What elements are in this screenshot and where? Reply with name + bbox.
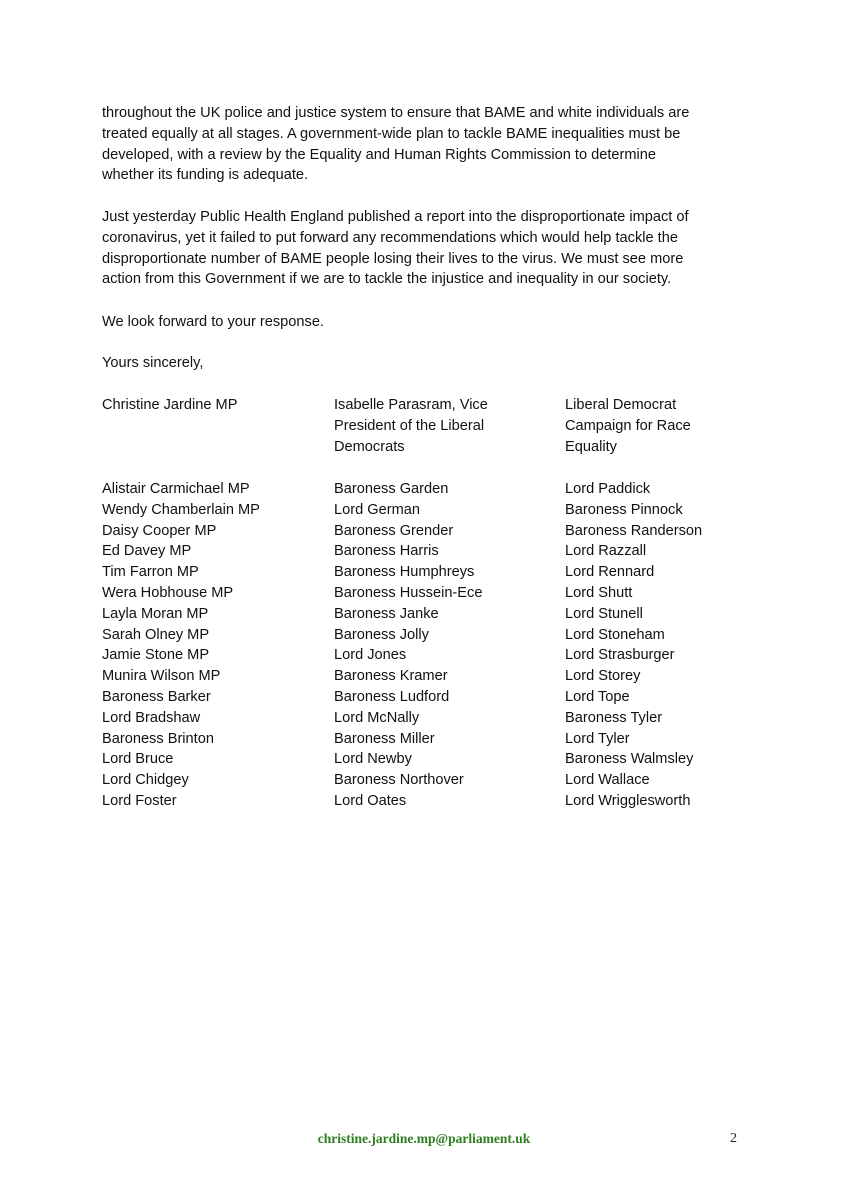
signatory-name: Baroness Tyler bbox=[565, 709, 663, 726]
signatory-name: Baroness Grender bbox=[334, 522, 454, 539]
signatory-name: Munira Wilson MP bbox=[102, 668, 221, 685]
signatory-name: Tim Farron MP bbox=[102, 564, 199, 581]
closing-salutation bbox=[102, 353, 752, 374]
signatory-name: Baroness Barker bbox=[102, 688, 211, 705]
signatory-name: Lord Shutt bbox=[565, 584, 633, 601]
signatory-line: President of the Liberal bbox=[334, 417, 485, 434]
signatory-name: Lord Bradshaw bbox=[102, 709, 201, 726]
paragraph-line: whether its funding is adequate. bbox=[102, 167, 309, 184]
paragraph-line: We look forward to your response. bbox=[102, 314, 324, 330]
signatory-name: Baroness Miller bbox=[334, 730, 435, 747]
signatory-name: Lord Razzall bbox=[565, 543, 647, 560]
paragraph-line: throughout the UK police and justice system to ensure that BAME and white individuals are bbox=[102, 105, 690, 121]
signatory-name: Lord Stoneham bbox=[565, 626, 665, 643]
signatory-name: Baroness Harris bbox=[334, 543, 439, 560]
lead-signatory-right bbox=[565, 395, 780, 457]
signatory-name: Alistair Carmichael MP bbox=[102, 481, 250, 497]
lead-signatory-left bbox=[102, 395, 317, 416]
signatory-name: Lord Oates bbox=[334, 792, 407, 809]
signatory-name: Baroness Garden bbox=[334, 481, 449, 497]
signatory-line: Isabelle Parasram, Vice bbox=[334, 397, 488, 413]
signatory-name: Baroness Northover bbox=[334, 772, 464, 789]
signatory-line: Equality bbox=[565, 438, 617, 455]
signatory-name: Jamie Stone MP bbox=[102, 647, 210, 664]
paragraph-justice-system bbox=[102, 103, 752, 186]
signatory-name: Baroness Kramer bbox=[334, 668, 448, 685]
paragraph-line: Just yesterday Public Health England published a report into the disproportionate impact of bbox=[102, 209, 689, 225]
signatory-name: Lord Wallace bbox=[565, 772, 650, 789]
signatory-name: Baroness Randerson bbox=[565, 522, 703, 539]
signatory-name: Wera Hobhouse MP bbox=[102, 584, 234, 601]
page-number: 2 bbox=[730, 1131, 737, 1146]
signatory-line: Democrats bbox=[334, 438, 405, 455]
signatory-name: Lord Strasburger bbox=[565, 647, 675, 664]
signatory-name: Lord Tope bbox=[565, 688, 630, 705]
footer-email[interactable]: christine.jardine.mp@parliament.uk bbox=[317, 1131, 531, 1146]
signatories-list-right bbox=[565, 479, 702, 812]
signatory-name: Baroness Humphreys bbox=[334, 564, 475, 581]
signatory-name: Sarah Olney MP bbox=[102, 626, 210, 643]
signatory-name: Lord German bbox=[334, 501, 420, 518]
signatory-name: Layla Moran MP bbox=[102, 605, 209, 622]
signatory-name: Daisy Cooper MP bbox=[102, 522, 217, 539]
signatory-name: Lord McNally bbox=[334, 709, 420, 726]
signatory-name: Lord Foster bbox=[102, 792, 177, 809]
signatory-name: Ed Davey MP bbox=[102, 543, 192, 560]
signatory-name: Baroness Pinnock bbox=[565, 501, 683, 518]
signatory-name: Baroness Brinton bbox=[102, 730, 214, 747]
signatory-name: Lord Wrigglesworth bbox=[565, 792, 691, 809]
signatories-list-middle bbox=[334, 479, 482, 812]
signatory-name: Wendy Chamberlain MP bbox=[102, 501, 260, 518]
signatory-name: Baroness Jolly bbox=[334, 626, 429, 643]
paragraph-look-forward bbox=[102, 312, 752, 333]
signatory-name: Lord Rennard bbox=[565, 564, 655, 581]
signatory-name: Lord Storey bbox=[565, 668, 641, 685]
paragraph-line: disproportionate number of BAME people losing their lives to the virus. We must see more bbox=[102, 250, 684, 267]
signatory-name: Baroness Ludford bbox=[334, 688, 450, 705]
signatory-name: Lord Jones bbox=[334, 647, 407, 664]
signatory-name: Lord Newby bbox=[334, 751, 412, 768]
signatory-name: Baroness Walmsley bbox=[565, 751, 694, 768]
paragraph-line: treated equally at all stages. A government-wide plan to tackle BAME inequalities must be bbox=[102, 125, 681, 142]
paragraph-phe-report bbox=[102, 207, 752, 290]
closing-line: Yours sincerely, bbox=[102, 355, 204, 371]
signatories-list-left bbox=[102, 479, 260, 812]
signatory-name: Baroness Hussein-Ece bbox=[334, 584, 483, 601]
paragraph-line: coronavirus, yet it failed to put forward any recommendations which would help tackle the bbox=[102, 229, 678, 246]
signatory-name: Lord Bruce bbox=[102, 751, 174, 768]
signatory-name: Baroness Janke bbox=[334, 605, 439, 622]
paragraph-line: developed, with a review by the Equality and Human Rights Commission to determine bbox=[102, 146, 657, 163]
lead-signatory-middle bbox=[334, 395, 549, 457]
signatory-name: Christine Jardine MP bbox=[102, 397, 238, 413]
signatory-line: Campaign for Race bbox=[565, 417, 691, 434]
paragraph-line: action from this Government if we are to tackle the injustice and inequality in our society. bbox=[102, 271, 672, 288]
signatory-name: Lord Paddick bbox=[565, 481, 651, 497]
signatory-name: Lord Tyler bbox=[565, 730, 630, 747]
signatory-line: Liberal Democrat bbox=[565, 397, 677, 413]
signatory-name: Lord Chidgey bbox=[102, 772, 189, 789]
signatory-name: Lord Stunell bbox=[565, 605, 643, 622]
